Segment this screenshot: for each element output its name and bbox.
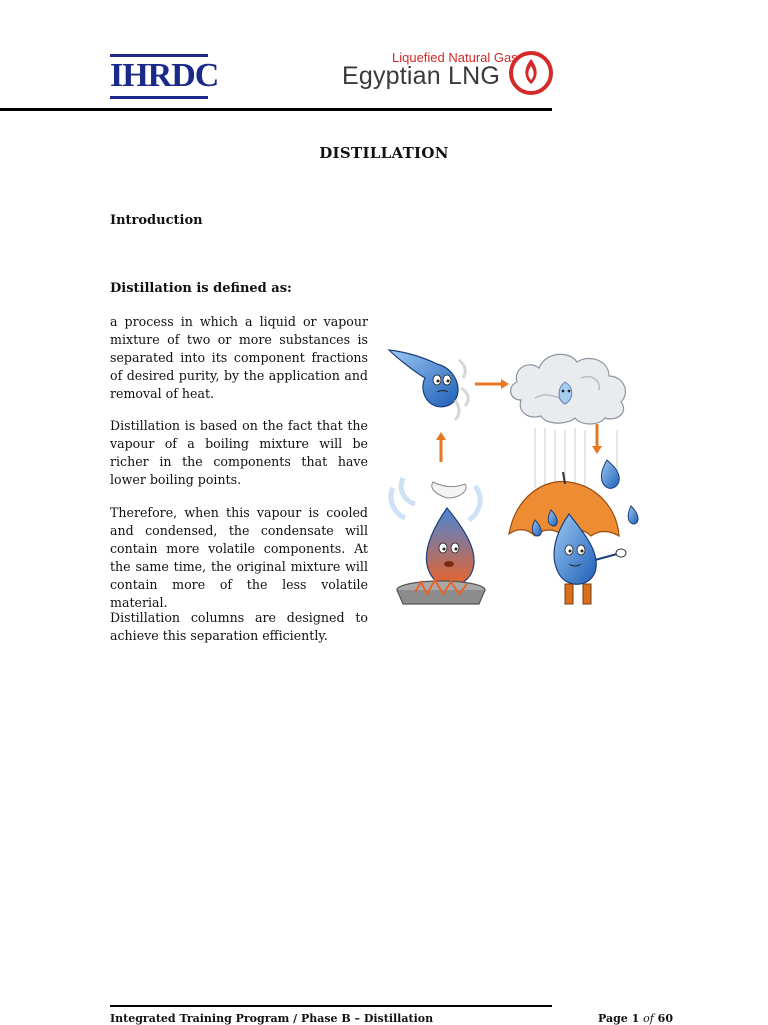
- ihrdc-logo-bottom-bar: [110, 96, 208, 99]
- page-of: of: [643, 1012, 654, 1025]
- vapour-drop: [389, 350, 468, 420]
- ihrdc-logo-text: IHRDC: [110, 57, 219, 94]
- paragraph-basis: Distillation is based on the fact that the vapour of a boiling mixture will be richer in the components that have lower boiling points.: [110, 418, 368, 487]
- arrow-down: [592, 424, 602, 454]
- boiling-drop: [391, 478, 485, 604]
- document-title: DISTILLATION: [319, 144, 449, 162]
- cloud: [511, 354, 626, 424]
- lng-logo-name: Egyptian LNG: [342, 62, 501, 90]
- arrow-right: [475, 379, 509, 389]
- definition-heading: Distillation is defined as:: [110, 281, 292, 296]
- flame-logo-icon: [508, 50, 554, 96]
- header-divider: [0, 108, 552, 111]
- ihrdc-logo: [110, 54, 219, 102]
- footer-divider: [110, 1005, 552, 1007]
- footer-page-number: [598, 1012, 673, 1025]
- page-total: 60: [657, 1012, 673, 1025]
- paragraph-definition: a process in which a liquid or vapour mixture of two or more substances is separated into its component fractions of desired purity, by the application and removal of heat.: [110, 314, 368, 401]
- egyptian-lng-logo: [340, 50, 555, 100]
- lng-logo-tagline: Liquefied Natural Gas: [392, 50, 518, 65]
- umbrella-drop: [509, 460, 638, 604]
- footer-program-title: Integrated Training Program / Phase B – Distillation: [110, 1012, 434, 1025]
- arrow-up: [436, 432, 446, 462]
- water-cycle-illustration: [385, 338, 655, 618]
- section-heading: Introduction: [110, 213, 203, 228]
- paragraph-columns: Distillation columns are designed to achieve this separation efficiently.: [110, 610, 368, 643]
- paragraph-condensate: Therefore, when this vapour is cooled and condensed, the condensate will contain more volatile components. At the same time, the original mixture will contain more of the less volatile material.: [110, 505, 368, 610]
- page-label: Page 1: [598, 1012, 640, 1025]
